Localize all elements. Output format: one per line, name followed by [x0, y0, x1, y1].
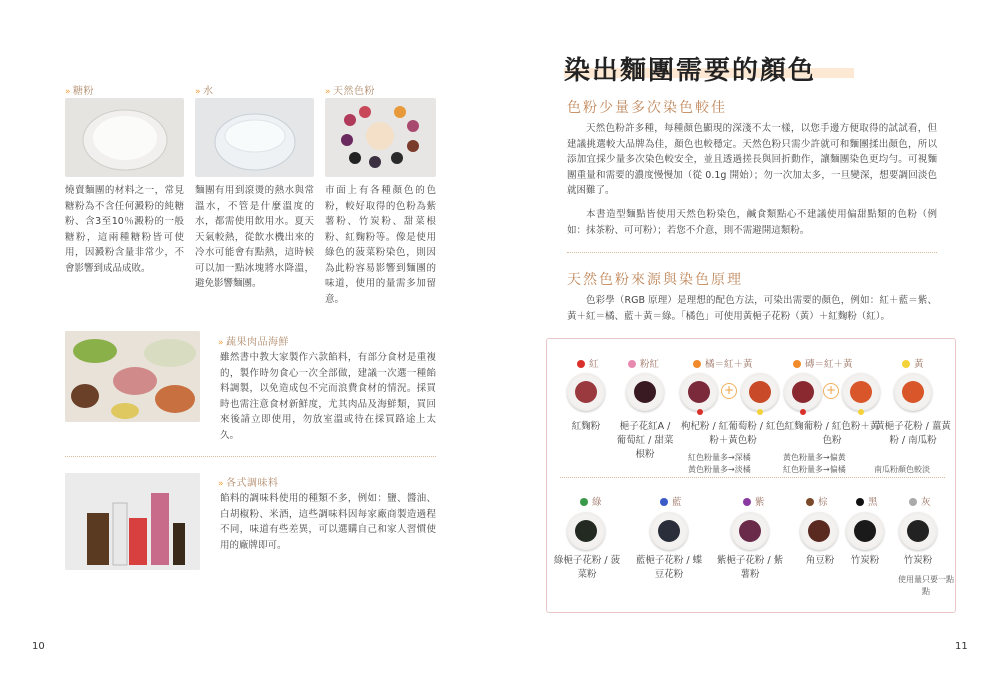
swatch-dot	[909, 498, 917, 506]
powder-plate	[680, 373, 718, 411]
powder-plate	[626, 373, 664, 411]
powder-plate	[731, 512, 769, 550]
swatch-dot	[580, 498, 588, 506]
page-number-left: 10	[32, 641, 45, 652]
sugar-text: 燒賣麵團的材料之一，常見糖粉為不含任何澱粉的純糖粉、含3至10％澱粉的一般糖粉，這兩種糖粉皆可使用，因澱粉含量非常少，不會影響到成品成敗。	[65, 185, 184, 274]
swatch-dot	[757, 409, 763, 415]
chevron-icon: »	[218, 338, 225, 348]
sugar-photo	[65, 98, 184, 177]
swatch-dot	[806, 498, 814, 506]
natural-color-text: 市面上有各種顏色的色粉，較好取得的色粉為紫薯粉、竹炭粉、甜菜根粉、紅麴粉等。像是使用綠色的菠菜粉染色，則因為此粉容易影響到麵團的味道，使用的量需多加留意。	[325, 185, 436, 305]
powder-name: 竹炭粉	[903, 555, 933, 566]
color-header-gray: 灰	[909, 494, 931, 508]
veg-meat-label: » 蔬果肉品海鮮	[218, 337, 290, 348]
page-title: 染出麵團需要的顏色	[564, 56, 817, 86]
color-header-brick: 磚＝紅＋黃	[793, 356, 853, 370]
chevron-icon: »	[195, 87, 202, 97]
powder-plate	[650, 512, 688, 550]
color-header-green: 綠	[580, 494, 602, 508]
chevron-icon: »	[325, 87, 332, 97]
section1-p1: 天然色粉許多種，每種顏色顯現的深淺不太一樣，以您手邊方便取得的試試看，但建議挑選較大品牌為佳，顏色也較穩定。天然色粉只需少許就可和麵團揉出顏色，所以添加宜採少量多次染色較安全，並且透過搓長與回折動作，讓麵團染色更均勻。可視麵團重量和需要的濃度慢慢加（從 0.1g 開始）；勿一次加太多，一旦變深，想要調回淡色就困難了。	[567, 123, 937, 196]
water-label: » 水	[195, 86, 214, 97]
color-header-pink: 粉紅	[628, 356, 659, 370]
section2-title: 天然色粉來源與染色原理	[567, 272, 743, 288]
page-number-right: 11	[955, 641, 968, 652]
swatch-dot	[693, 360, 701, 368]
water-text: 麵團有用到滾燙的熱水與常溫水，不管是什麼溫度的水，都需使用飲用水。夏天天氣較熱，從飲水機出來的冷水可能會有點熱，這時候可以加一點冰塊將水降溫，避免影響麵團。	[195, 185, 314, 289]
powder-plate	[846, 512, 884, 550]
chevron-icon: »	[65, 87, 72, 97]
swatch-dot	[697, 409, 703, 415]
swatch-dot	[743, 498, 751, 506]
color-header-purple: 紫	[743, 494, 765, 508]
swatch-dot	[800, 409, 806, 415]
powder-name: 角豆粉	[805, 555, 835, 566]
seasoning-label: » 各式調味料	[218, 478, 279, 489]
divider	[65, 456, 436, 457]
natural-color-photo	[325, 98, 436, 177]
powder-name: 綠梔子花粉 / 菠菜粉	[553, 555, 621, 580]
powder-plate	[894, 373, 932, 411]
powder-plate	[784, 373, 822, 411]
powder-name: 紅麴葡粉 / 紅色粉＋黃色粉	[784, 421, 880, 446]
powder-note: 紅色粉量多→深橘 黃色粉量多→淡橘	[688, 453, 751, 474]
swatch-dot	[628, 360, 636, 368]
sugar-bowl-image	[65, 98, 184, 177]
powder-plate	[567, 373, 605, 411]
color-header-blue: 藍	[660, 494, 682, 508]
plus-icon: +	[721, 383, 737, 399]
powder-plate	[800, 512, 838, 550]
water-bowl-image	[195, 98, 314, 177]
divider	[560, 477, 945, 478]
powder-name: 黃梔子花粉 / 薑黃粉 / 南瓜粉	[875, 421, 951, 446]
chevron-icon: »	[218, 479, 225, 489]
swatch-dot	[858, 409, 864, 415]
veg-meat-photo	[65, 331, 200, 422]
powder-note: 黃色粉量多→偏黃 紅色粉量多→偏橘	[783, 453, 846, 474]
plus-icon: +	[823, 383, 839, 399]
swatch-dot	[660, 498, 668, 506]
section1-p2: 本書造型麵點皆使用天然色粉染色，鹹食類點心不建議使用偏甜點類的色粉（例如：抹茶粉、可可粉）；若您不介意，則不需避開這類粉。	[567, 209, 937, 236]
section1-title: 色粉少量多次染色較佳	[567, 100, 727, 116]
seasoning-bottles-image	[65, 473, 200, 570]
powder-name: 紫梔子花粉 / 紫薯粉	[716, 555, 784, 580]
powder-plate	[899, 512, 937, 550]
sugar-label: » 糖粉	[65, 86, 95, 97]
powder-name: 紅麴粉	[571, 421, 601, 432]
swatch-dot	[577, 360, 585, 368]
color-header-black: 黑	[856, 494, 878, 508]
water-photo	[195, 98, 314, 177]
color-header-red: 紅	[577, 356, 599, 370]
swatch-dot	[902, 360, 910, 368]
powder-plate	[567, 512, 605, 550]
veg-meat-text: 雖然書中教大家製作六款餡料，有部分食材是重複的，製作時勿食心一次全部做，建議一次選一種餡料調製，以免造成包不完而浪費食材的情況。採買時也需注意食材新鮮度，尤其肉品及海鮮類，買回來後請立即使用，勿放室溫或待在採買路途上太久。	[220, 352, 436, 441]
seasoning-photo	[65, 473, 200, 570]
powder-name: 竹炭粉	[850, 555, 880, 566]
powder-name: 藍梔子花粉 / 蝶豆花粉	[635, 555, 703, 580]
natural-color-label: » 天然色粉	[325, 86, 376, 97]
swatch-dot	[856, 498, 864, 506]
powder-name: 梔子花紅A / 葡萄紅 / 甜菜根粉	[616, 421, 674, 460]
section2-p1: 色彩學（RGB 原理）是理想的配色方法，可染出需要的顏色，例如：紅＋藍＝紫、黃＋紅＝橘、藍＋黃＝綠。「橘色」可使用黃梔子花粉（黃）＋紅麴粉（紅）。	[567, 295, 937, 322]
powder-plate	[741, 373, 779, 411]
color-header-orange: 橘＝紅＋黃	[693, 356, 753, 370]
divider	[567, 252, 937, 253]
powder-note: 使用量只要一點點	[898, 575, 954, 596]
color-powders-image	[325, 98, 436, 177]
powder-note: 南瓜粉顏色較淡	[874, 465, 930, 474]
powder-plate	[842, 373, 880, 411]
color-header-yellow: 黃	[902, 356, 924, 370]
powder-name: 枸杞粉 / 紅葡萄粉 / 紅色粉＋黃色粉	[681, 421, 785, 446]
seasoning-text: 餡料的調味料使用的種類不多，例如：鹽、醬油、白胡椒粉、米酒，這些調味料因每家廠商製造過程不同，味道有些差異，可以選購自己和家人習慣使用的廠牌即可。	[220, 493, 436, 551]
vegetables-image	[65, 331, 200, 422]
color-header-brown: 棕	[806, 494, 828, 508]
swatch-dot	[793, 360, 801, 368]
